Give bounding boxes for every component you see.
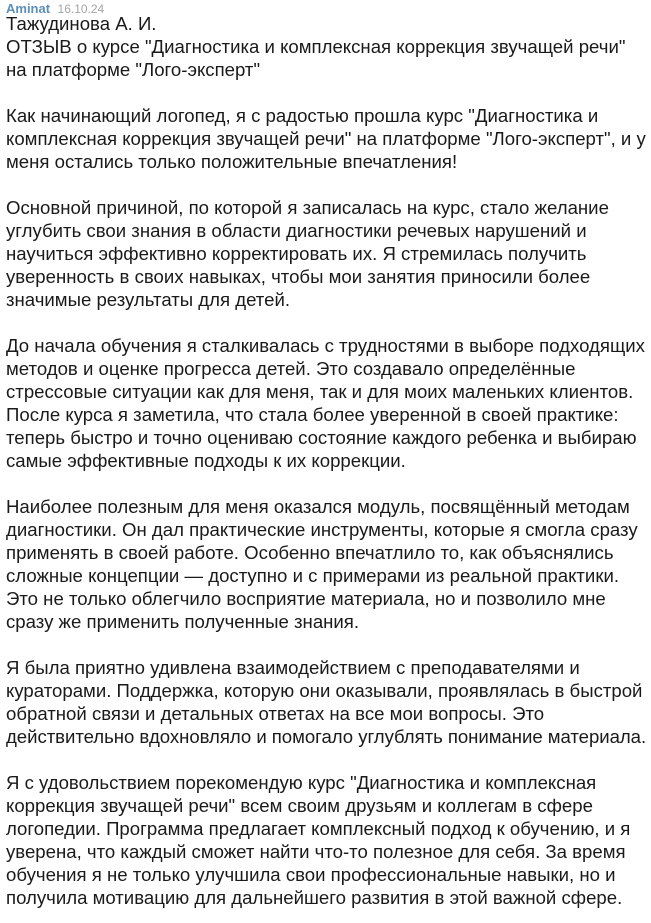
paragraph-spacer (6, 311, 646, 334)
paragraph-line: углубить свои знания в области диагностики речевых нарушений и (6, 220, 587, 241)
message-date: 16.10.24 (57, 2, 105, 16)
paragraph-line: самые эффективные подходы к их коррекции. (6, 450, 406, 471)
review-paragraph (6, 771, 646, 909)
review-paragraph (6, 656, 646, 748)
paragraph-spacer (6, 633, 646, 656)
sender-name[interactable]: Aminat (6, 1, 51, 16)
review-paragraph (6, 495, 646, 633)
paragraph-line: Я была приятно удивлена взаимодействием с преподавателями и (6, 657, 580, 678)
paragraph-line: обучения я не только улучшила свои профессиональные навыки, но и (6, 864, 616, 885)
paragraph-line: диагностики. Он дал практические инструменты, которые я смогла сразу (6, 519, 638, 540)
paragraph-line: применять в своей работе. Особенно впечатлило то, как объяснялись (6, 542, 614, 563)
paragraph-line: меня остались только положительные впечатления! (6, 151, 458, 172)
paragraph-line: обратной связи и детальных ответах на все мои вопросы. Это (6, 703, 545, 724)
author-line: Тажудинова А. И. (6, 13, 157, 34)
review-paragraph (6, 196, 646, 311)
paragraph-line: теперь быстро и точно оцениваю состояние каждого ребенка и выбираю (6, 427, 637, 448)
paragraph-spacer (6, 81, 646, 104)
paragraph-line: методов и оценке прогресса детей. Это создавало определённые (6, 358, 576, 379)
review-paragraph (6, 104, 646, 173)
paragraph-line: действительно вдохновляло и помогало углублять понимание материала. (6, 726, 647, 747)
paragraph-line: Основной причиной, по которой я записалась на курс, стало желание (6, 197, 609, 218)
paragraph-line: кураторами. Поддержка, которую они оказывали, проявлялась в быстрой (6, 680, 643, 701)
paragraph-line: сложные концепции — доступно и с примерами из реальной практики. (6, 565, 620, 586)
paragraph-line: Как начинающий логопед, я с радостью прошла курс "Диагностика и (6, 105, 599, 126)
paragraph-line: После курса я заметила, что стала более уверенной в своей практике: (6, 404, 619, 425)
message-body (6, 12, 646, 909)
paragraph-spacer (6, 748, 646, 771)
paragraph-line: До начала обучения я сталкивалась с трудностями в выборе подходящих (6, 335, 645, 356)
paragraph-line: Я с удовольствием порекомендую курс "Диагностика и комплексная (6, 772, 597, 793)
paragraph-line: Это не только облегчило восприятие материала, но и позволило мне (6, 588, 606, 609)
paragraph-spacer (6, 472, 646, 495)
paragraph-line: стрессовые ситуации как для меня, так и для моих маленьких клиентов. (6, 381, 634, 402)
paragraph-line: Наиболее полезным для меня оказался модуль, посвящённый методам (6, 496, 630, 517)
review-paragraph (6, 334, 646, 472)
paragraph-line: логопедии. Программа предлагает комплексный подход к обучению, и я (6, 818, 631, 839)
paragraph-line: сразу же применить полученные знания. (6, 611, 360, 632)
paragraph-spacer (6, 173, 646, 196)
paragraph-line: уверена, что каждый сможет найти что-то полезное для себя. За время (6, 841, 626, 862)
paragraph-line: значимые результаты для детей. (6, 289, 291, 310)
review-title-line: на платформе "Лого-эксперт" (6, 59, 261, 80)
paragraph-line: коррекция звучащей речи" всем своим друзьям и коллегам в сфере (6, 795, 593, 816)
paragraph-line: комплексная коррекция звучащей речи" на платформе "Лого-эксперт", и у (6, 128, 646, 149)
paragraph-line: получила мотивацию для дальнейшего развития в этой важной сфере. (6, 887, 623, 908)
paragraph-line: научиться эффективно корректировать их. Я стремилась получить (6, 243, 587, 264)
paragraph-line: уверенность в своих навыках, чтобы мои занятия приносили более (6, 266, 591, 287)
review-title-line: ОТЗЫВ о курсе "Диагностика и комплексная коррекция звучащей речи" (6, 36, 626, 57)
